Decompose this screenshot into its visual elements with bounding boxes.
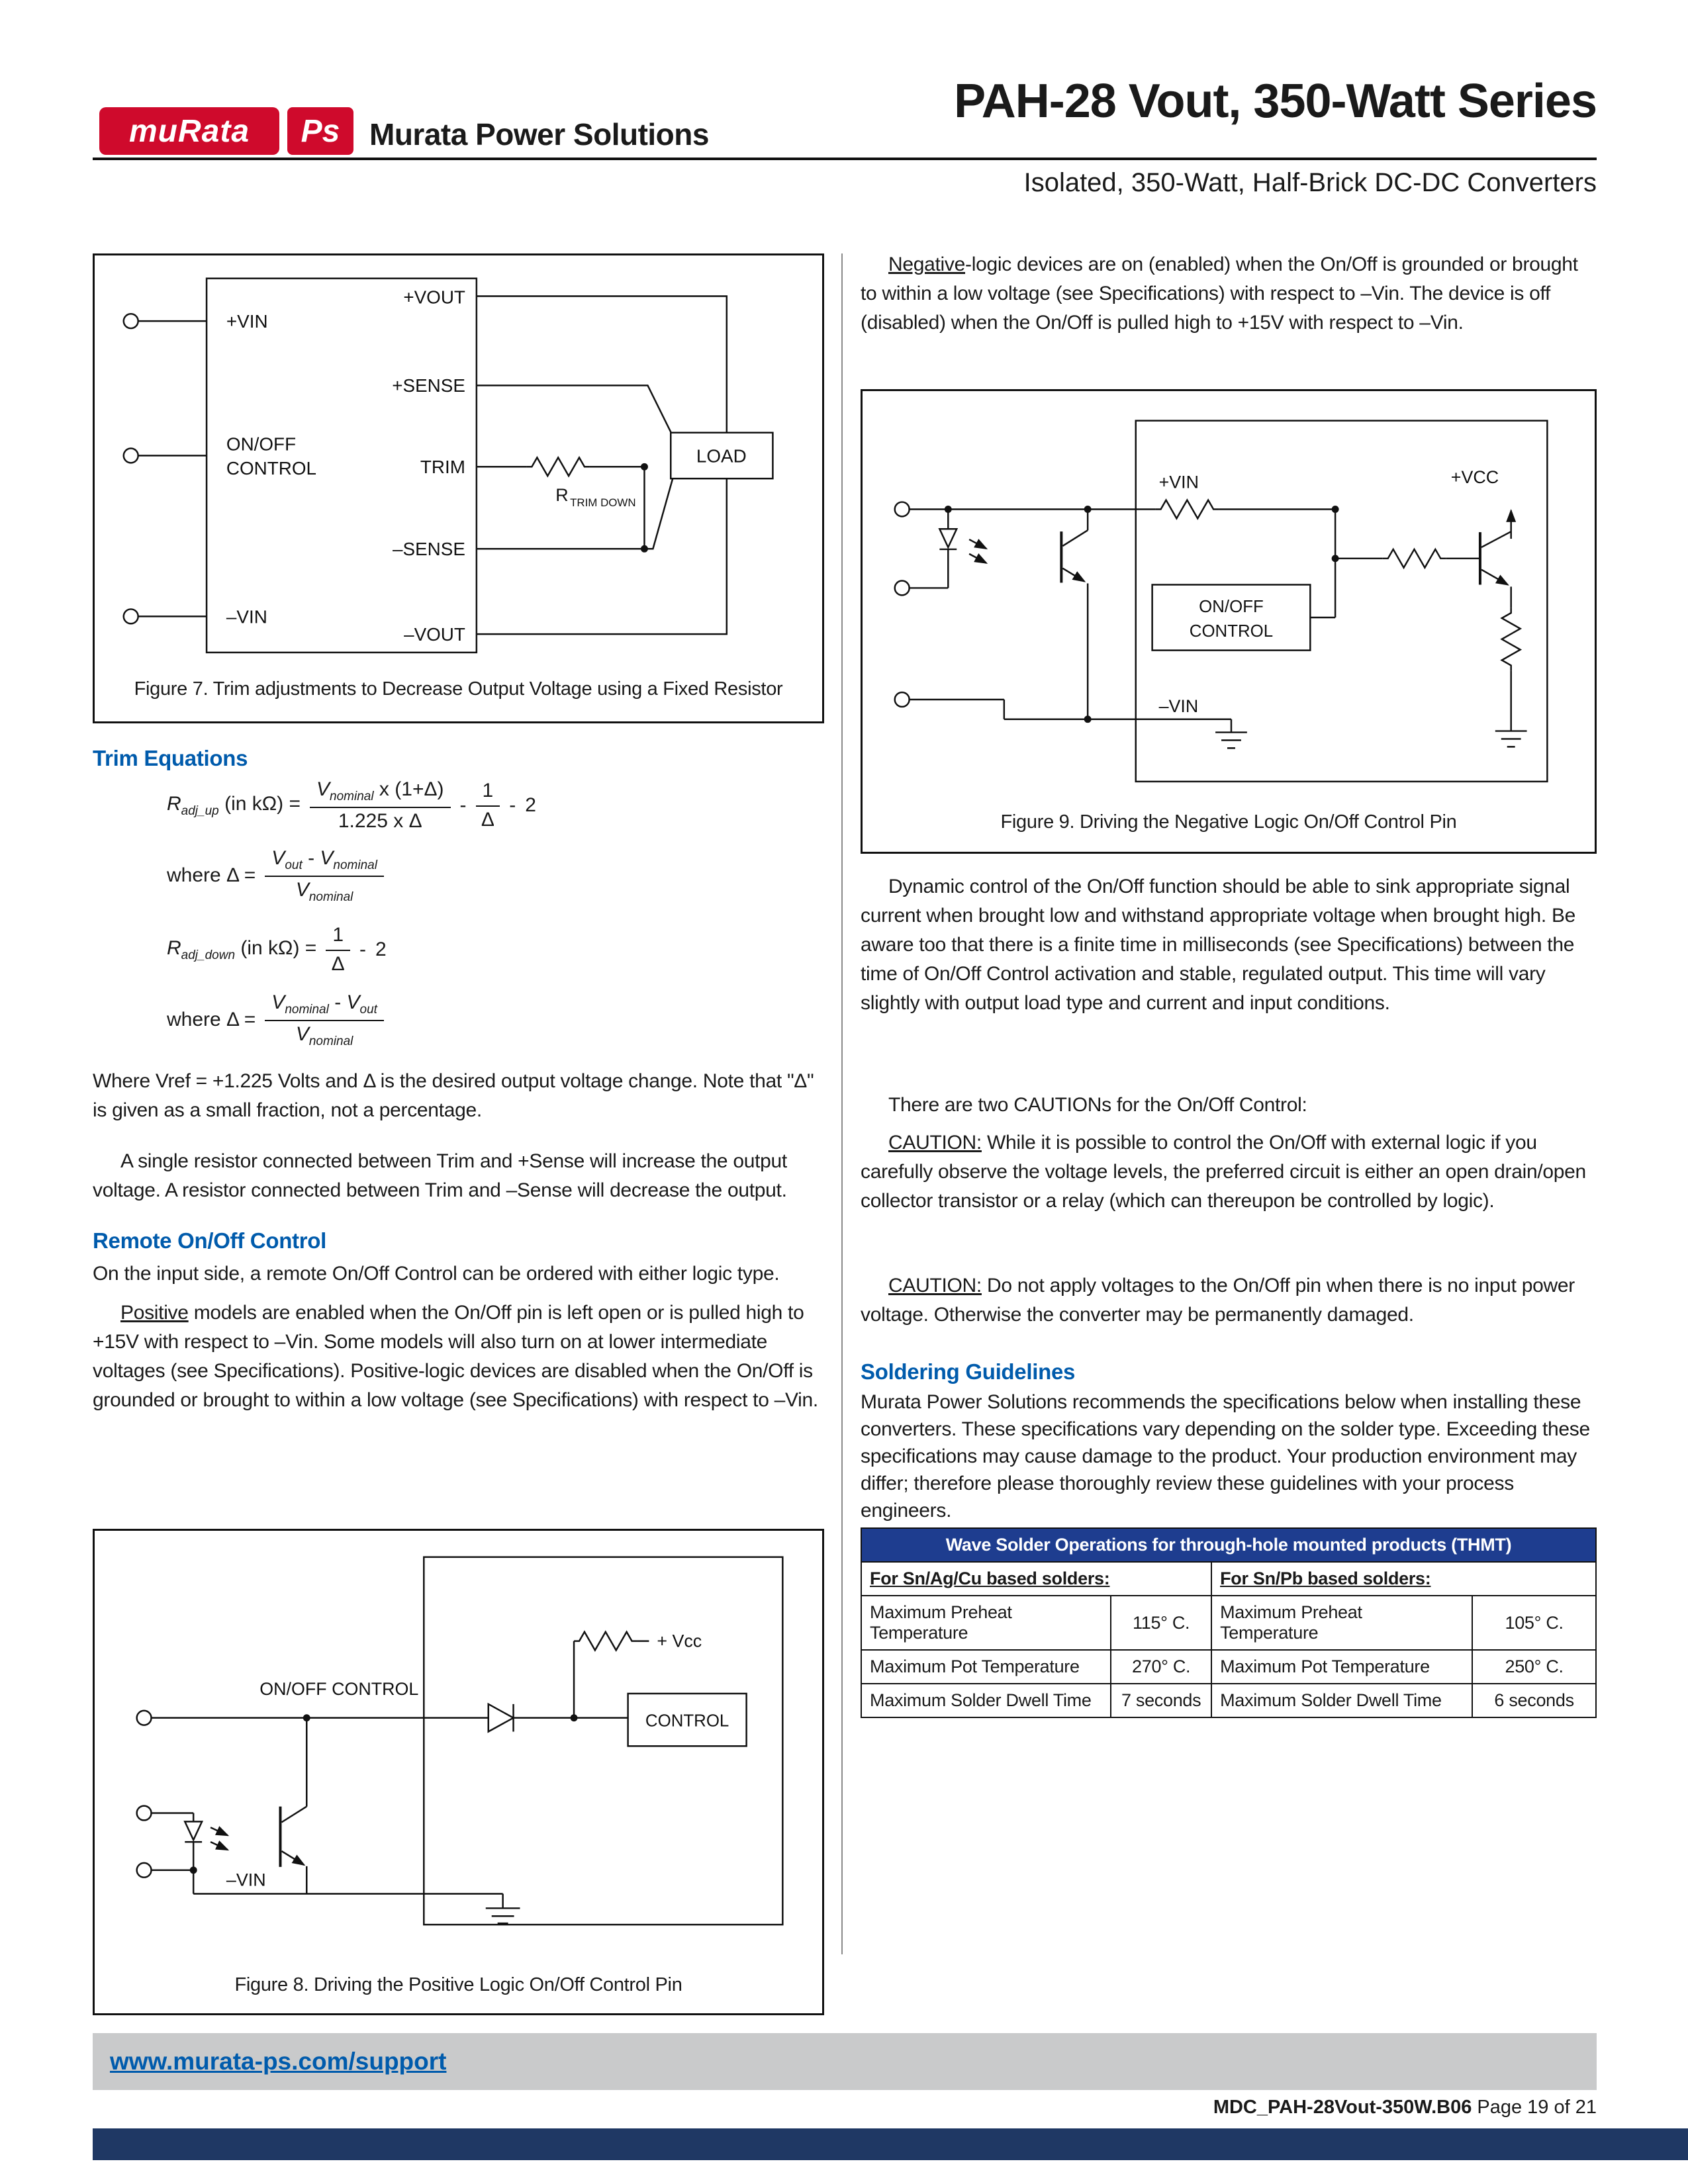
terminal-led-anode	[137, 1806, 152, 1821]
spec-value: 6 seconds	[1472, 1684, 1596, 1717]
footer-support-bar	[93, 2033, 1597, 2090]
optocoupler-phototransistor	[1061, 506, 1091, 723]
paragraph-caution-1	[861, 1128, 1597, 1216]
onoff-label-1: ON/OFF	[1199, 598, 1264, 617]
spec-value: 115° C.	[1111, 1596, 1211, 1650]
underlined-lead: CAUTION:	[888, 1275, 982, 1297]
underlined-lead: Negative	[888, 253, 966, 275]
equation-radj-up: $R_{adj\_up}$ (in kΩ) = $\frac{V_{nominal} x (1+\Delta)}{\text{1.225 x Δ}}$ - $\frac{1}{\Delta}$ - 2	[167, 778, 536, 832]
positive-logic-circuit-diagram	[95, 1531, 822, 2013]
figure-7-caption: Figure 7. Trim adjustments to Decrease Output Voltage using a Fixed Resistor	[134, 678, 783, 700]
figure-9-caption: Figure 9. Driving the Negative Logic On/Off Control Pin	[1000, 811, 1457, 833]
pullup-resistor	[574, 1632, 637, 1651]
wire-sense-plus	[477, 385, 671, 433]
table-row	[861, 1684, 1596, 1717]
solder-table	[861, 1527, 1597, 1718]
resistor-label-sub: TRIM DOWN	[570, 496, 636, 509]
terminal-onoff	[137, 1711, 152, 1725]
paragraph-rest: models are enabled when the On/Off pin is left open or is pulled high to +15V with respect to –Vin. Some models will also turn on at lower intermediate voltages (see Specifications). Positive-logic devices are disabled when the On/Off is grounded or brought to within a low voltage (see Specifications) with respect to –Vin.	[93, 1302, 818, 1411]
solder-table-left-header: For Sn/Ag/Cu based solders:	[861, 1562, 1211, 1596]
npn-transistor	[1480, 510, 1521, 731]
page-number: Page 19 of 21	[1477, 2097, 1597, 2118]
base-resistor	[1383, 549, 1446, 568]
paragraph-soldering: Murata Power Solutions recommends the specifications below when installing these converters. These specifications vary depending on the solder type. Exceeding these specifications may cause damage to the product. Your production environment may differ; therefore please thoroughly review these guidelines with your process engineers.	[861, 1391, 1590, 1522]
pin-label-vin-plus: +VIN	[226, 311, 268, 332]
paragraph-vref: Where Vref = +1.225 Volts and Δ is the desired output voltage change. Note that "Δ" is given as a small fraction, not a percentage.	[93, 1070, 814, 1121]
terminal-vin-minus	[895, 692, 910, 707]
equation-lhs: $R_{adj\_down}$ (in kΩ) =	[167, 936, 317, 962]
control-label: CONTROL	[645, 1711, 729, 1731]
footer-navy-bar	[93, 2128, 1688, 2160]
murata-ps-logo	[287, 107, 353, 155]
figure-9	[861, 389, 1597, 854]
negative-logic-circuit-diagram	[863, 391, 1595, 852]
spec-value: 270° C.	[1111, 1650, 1211, 1684]
spec-label: Maximum Preheat Temperature	[861, 1596, 1111, 1650]
paragraph-rest: -logic devices are on (enabled) when the On/Off is grounded or brought to within a low voltage (see Specifications) with respect to –Vin. The device is off (disabled) when the On/Off is pulled high to +15V with respect to –Vin.	[861, 253, 1578, 334]
page-title: PAH-28 Vout, 350-Watt Series	[954, 75, 1597, 128]
header-divider	[93, 158, 1597, 160]
fraction: $\frac{V_{out} - V_{nominal}}{V_{nominal}}$	[265, 847, 384, 905]
wire-to-onoff-box	[1310, 509, 1335, 617]
optocoupler-led	[152, 1813, 228, 1893]
equation-lhs: $R_{adj\_up}$ (in kΩ) =	[167, 792, 301, 818]
spec-label: Maximum Pot Temperature	[1211, 1650, 1472, 1684]
footer-doc-line	[1213, 2097, 1597, 2118]
remote-onoff-heading: Remote On/Off Control	[93, 1228, 327, 1253]
terminal-led-cathode	[895, 581, 910, 596]
vcc-label: +VCC	[1450, 467, 1499, 487]
solder-table-right-header: For Sn/Pb based solders:	[1211, 1562, 1596, 1596]
vin-minus-label: –VIN	[1158, 696, 1199, 716]
murata-logo	[99, 107, 279, 155]
spec-value: 7 seconds	[1111, 1684, 1211, 1717]
solder-table-title: Wave Solder Operations for through-hole mounted products (THMT)	[861, 1528, 1596, 1562]
spec-label: Maximum Solder Dwell Time	[1211, 1684, 1472, 1717]
spec-label: Maximum Pot Temperature	[861, 1650, 1111, 1684]
column-divider	[841, 253, 843, 1954]
fraction: $\frac{1}{\Delta}$	[476, 780, 500, 831]
vin-minus-label: –VIN	[226, 1870, 266, 1890]
figure-8	[93, 1529, 824, 2015]
brand-name: Murata Power Solutions	[369, 117, 709, 152]
load-label: LOAD	[696, 445, 747, 467]
vcc-label: + Vcc	[657, 1631, 702, 1651]
soldering-guidelines-heading: Soldering Guidelines	[861, 1359, 1076, 1384]
resistor-label: R	[555, 484, 569, 505]
figure-8-caption: Figure 8. Driving the Positive Logic On/Off Control Pin	[234, 1974, 682, 1995]
terminal-led-cathode	[137, 1863, 152, 1878]
pin-label-vout-minus: –VOUT	[404, 624, 465, 645]
spec-value: 105° C.	[1472, 1596, 1596, 1650]
underlined-lead: CAUTION:	[888, 1132, 982, 1154]
underlined-lead: Positive	[120, 1302, 189, 1324]
equation-where-up: where Δ = $\frac{V_{out} - V_{nominal}}{V_{nominal}}$	[93, 846, 824, 905]
equation-radj-down: $R_{adj\_down}$ (in kΩ) = $\frac{1}{\Delta}$ - 2	[167, 924, 387, 975]
vin-plus-label: +VIN	[1158, 472, 1199, 492]
pin-label-sense-plus: +SENSE	[392, 375, 465, 396]
ground-symbol-left	[1215, 719, 1247, 749]
paragraph-remote-intro: On the input side, a remote On/Off Control can be ordered with either logic type.	[93, 1263, 780, 1285]
spec-value: 250° C.	[1472, 1650, 1596, 1684]
pin-label-vin-minus: –VIN	[226, 606, 267, 627]
optocoupler-led	[910, 506, 986, 588]
paragraph-two-cautions: There are two CAUTIONs for the On/Off Control:	[888, 1094, 1307, 1116]
pin-label-onoff-2: CONTROL	[226, 458, 317, 479]
pin-label-trim: TRIM	[420, 457, 465, 478]
wire-sense-minus	[477, 478, 673, 549]
pin-label-vout-plus: +VOUT	[403, 287, 465, 308]
paragraph-positive-logic	[93, 1298, 824, 1415]
murata-logo-text: muRata	[128, 113, 250, 149]
paragraph-rest: Do not apply voltages to the On/Off pin when there is no input power voltage. Otherwise the converter may be permanently damaged.	[861, 1275, 1575, 1326]
ground-symbol-right	[1495, 731, 1527, 747]
terminal-vin-minus	[124, 609, 138, 623]
pin-label-sense-minus: –SENSE	[393, 539, 465, 560]
paragraph-single-resistor: A single resistor connected between Trim and +Sense will increase the output voltage. A resistor connected between Trim and –Sense will decrease the output.	[93, 1150, 787, 1201]
fraction: $\frac{V_{nominal} x (1+\Delta)}{\text{1.225 x Δ}}$	[310, 778, 450, 833]
support-link[interactable]: www.murata-ps.com/support	[110, 2048, 447, 2075]
wire-vout-plus	[477, 296, 727, 432]
emitter-resistor	[1502, 608, 1521, 670]
page-subtitle: Isolated, 350-Watt, Half-Brick DC-DC Converters	[1023, 168, 1597, 197]
trim-circuit-diagram	[95, 255, 822, 721]
fraction: $\frac{V_{nominal} - V_{out}}{V_{nominal}}$	[265, 991, 384, 1049]
optocoupler-phototransistor	[280, 1714, 310, 1893]
spec-label: Maximum Solder Dwell Time	[861, 1684, 1111, 1717]
paragraph-negative-logic	[861, 250, 1597, 338]
trim-equations-block	[93, 776, 824, 1060]
doc-id: MDC_PAH-28Vout-350W.B06	[1213, 2097, 1472, 2118]
vin-resistor	[1156, 500, 1219, 519]
table-row	[861, 1650, 1596, 1684]
resistor-trim-down	[526, 457, 589, 476]
fraction: $\frac{1}{\Delta}$	[326, 924, 350, 976]
converter-box	[424, 1557, 782, 1925]
paragraph-rest: While it is possible to control the On/Off with external logic if you carefully observe the voltage levels, the preferred circuit is either an open drain/open collector transistor or a relay (which can thereupon be controlled by logic).	[861, 1132, 1586, 1212]
figure-7	[93, 253, 824, 723]
pin-label-onoff-1: ON/OFF	[226, 433, 297, 455]
terminal-vin-plus	[124, 314, 138, 328]
onoff-control-label: ON/OFF CONTROL	[259, 1678, 419, 1699]
diode-symbol	[489, 1704, 514, 1732]
terminal-led-anode	[895, 502, 910, 517]
paragraph-dynamic-control: Dynamic control of the On/Off function should be able to sink appropriate signal current when brought low and withstand appropriate voltage when brought high. Be aware too that there is a finite time in milliseconds (see Specifications) between the time of On/Off Control activation and stable, regulated output. This time will vary slightly with output load type and current and input conditions.	[861, 876, 1576, 1014]
murata-ps-logo-text: Ps	[301, 113, 340, 149]
equation-where-down: where Δ = $\frac{V_{nominal} - V_{out}}{V_{nominal}}$	[93, 990, 824, 1050]
ground-symbol	[486, 1893, 520, 1923]
trim-equations-heading: Trim Equations	[93, 746, 248, 770]
terminal-onoff	[124, 449, 138, 463]
paragraph-caution-2	[861, 1271, 1597, 1330]
spec-label: Maximum Preheat Temperature	[1211, 1596, 1472, 1650]
table-row	[861, 1596, 1596, 1650]
onoff-label-2: CONTROL	[1189, 621, 1274, 641]
